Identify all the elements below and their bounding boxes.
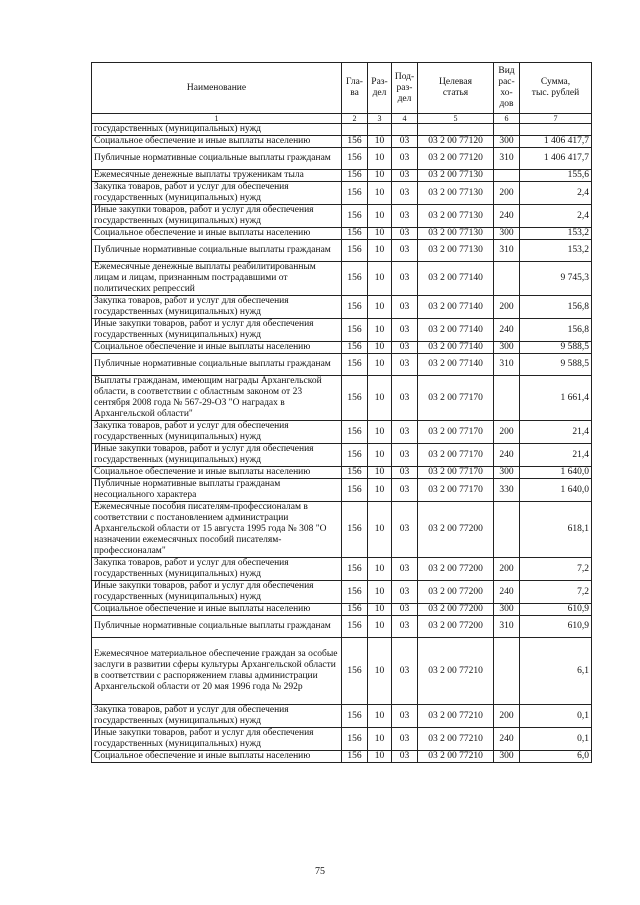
table-row bbox=[92, 296, 592, 319]
cell-summa: 6,1 bbox=[520, 638, 592, 705]
column-number-row bbox=[92, 114, 592, 124]
header-vid: Вид рас- хо- дов bbox=[494, 63, 520, 114]
cell-summa: 1 406 417,7 bbox=[520, 148, 592, 170]
cell-summa: 21,4 bbox=[520, 444, 592, 467]
cell-statya: 03 2 00 77140 bbox=[418, 354, 494, 376]
column-number: 2 bbox=[342, 114, 368, 124]
cell-podrazdel: 03 bbox=[392, 148, 418, 170]
cell-glava: 156 bbox=[342, 751, 368, 763]
cell-glava: 156 bbox=[342, 354, 368, 376]
cell-statya: 03 2 00 77140 bbox=[418, 319, 494, 342]
cell-razdel: 10 bbox=[368, 240, 392, 262]
cell-glava: 156 bbox=[342, 262, 368, 296]
cell-summa: 153,2 bbox=[520, 228, 592, 240]
cell-razdel: 10 bbox=[368, 376, 392, 421]
table-row bbox=[92, 148, 592, 170]
cell-statya: 03 2 00 77140 bbox=[418, 262, 494, 296]
cell-statya: 03 2 00 77210 bbox=[418, 728, 494, 751]
cell-name: Ежемесячное материальное обеспечение граждан за особые заслуги в развитии сферы культуры Архангельской области в соответствии с распоряжением главы администрации Архангельской области от 20 мая 1996 года № 292р bbox=[92, 638, 342, 705]
cell-razdel: 10 bbox=[368, 136, 392, 148]
cell-name: Закупка товаров, работ и услуг для обеспечения государственных (муниципальных) нужд bbox=[92, 296, 342, 319]
cell-vid: 300 bbox=[494, 228, 520, 240]
cell-podrazdel: 03 bbox=[392, 604, 418, 616]
table-row bbox=[92, 136, 592, 148]
cell-statya: 03 2 00 77210 bbox=[418, 751, 494, 763]
header-razdel: Раз- дел bbox=[368, 63, 392, 114]
cell-podrazdel: 03 bbox=[392, 421, 418, 444]
cell-statya: 03 2 00 77210 bbox=[418, 705, 494, 728]
cell-summa: 6,0 bbox=[520, 751, 592, 763]
table-row bbox=[92, 751, 592, 763]
cell-podrazdel: 03 bbox=[392, 638, 418, 705]
cell-razdel: 10 bbox=[368, 354, 392, 376]
cell-name: Закупка товаров, работ и услуг для обеспечения государственных (муниципальных) нужд bbox=[92, 182, 342, 205]
cell-razdel: 10 bbox=[368, 604, 392, 616]
cell-name: Социальное обеспечение и иные выплаты населению bbox=[92, 228, 342, 240]
cell-razdel: 10 bbox=[368, 170, 392, 182]
cell-razdel: 10 bbox=[368, 182, 392, 205]
header-statya: Целевая статья bbox=[418, 63, 494, 114]
cell-razdel: 10 bbox=[368, 479, 392, 502]
table-row bbox=[92, 421, 592, 444]
cell-statya: 03 2 00 77130 bbox=[418, 170, 494, 182]
cell-summa: 9 588,5 bbox=[520, 354, 592, 376]
cell-statya: 03 2 00 77130 bbox=[418, 240, 494, 262]
cell-glava: 156 bbox=[342, 638, 368, 705]
cell-name: Ежемесячные денежные выплаты труженикам тыла bbox=[92, 170, 342, 182]
cell-glava: 156 bbox=[342, 342, 368, 354]
cell-name: Публичные нормативные социальные выплаты гражданам bbox=[92, 354, 342, 376]
cell-summa: 156,8 bbox=[520, 296, 592, 319]
cell-razdel: 10 bbox=[368, 728, 392, 751]
cell-statya: 03 2 00 77200 bbox=[418, 616, 494, 638]
cell-glava: 156 bbox=[342, 148, 368, 170]
cell-statya: 03 2 00 77170 bbox=[418, 421, 494, 444]
cell-glava: 156 bbox=[342, 604, 368, 616]
cell-podrazdel: 03 bbox=[392, 240, 418, 262]
cell-vid: 300 bbox=[494, 751, 520, 763]
cell-summa: 610,9 bbox=[520, 616, 592, 638]
cell-vid: 200 bbox=[494, 558, 520, 581]
cell-podrazdel: 03 bbox=[392, 182, 418, 205]
cell-razdel: 10 bbox=[368, 444, 392, 467]
cell-summa: 2,4 bbox=[520, 205, 592, 228]
header-podrazdel: Под- раз- дел bbox=[392, 63, 418, 114]
cell-glava: 156 bbox=[342, 502, 368, 558]
cell-name: Ежемесячные денежные выплаты реабилитированным лицам и лицам, признанным пострадавшими от политических репрессий bbox=[92, 262, 342, 296]
cell-glava: 156 bbox=[342, 228, 368, 240]
cell-razdel: 10 bbox=[368, 705, 392, 728]
cell-glava: 156 bbox=[342, 240, 368, 262]
cell-vid: 240 bbox=[494, 581, 520, 604]
table-row bbox=[92, 354, 592, 376]
cell-summa: 618,1 bbox=[520, 502, 592, 558]
cell-podrazdel: 03 bbox=[392, 262, 418, 296]
cell-vid bbox=[494, 170, 520, 182]
cell-podrazdel: 03 bbox=[392, 376, 418, 421]
table-row bbox=[92, 124, 592, 136]
cell-statya: 03 2 00 77200 bbox=[418, 502, 494, 558]
cell-glava: 156 bbox=[342, 705, 368, 728]
cell-razdel: 10 bbox=[368, 638, 392, 705]
cell-statya: 03 2 00 77120 bbox=[418, 148, 494, 170]
cell-statya bbox=[418, 124, 494, 136]
cell-glava: 156 bbox=[342, 136, 368, 148]
table-row bbox=[92, 581, 592, 604]
cell-name: Социальное обеспечение и иные выплаты населению bbox=[92, 342, 342, 354]
cell-summa: 1 640,0 bbox=[520, 467, 592, 479]
cell-statya: 03 2 00 77170 bbox=[418, 444, 494, 467]
cell-razdel: 10 bbox=[368, 205, 392, 228]
table-row bbox=[92, 170, 592, 182]
cell-podrazdel: 03 bbox=[392, 479, 418, 502]
cell-statya: 03 2 00 77130 bbox=[418, 205, 494, 228]
cell-name: Иные закупки товаров, работ и услуг для обеспечения государственных (муниципальных) нужд bbox=[92, 728, 342, 751]
cell-podrazdel: 03 bbox=[392, 228, 418, 240]
column-number: 1 bbox=[92, 114, 342, 124]
cell-glava: 156 bbox=[342, 558, 368, 581]
cell-statya: 03 2 00 77200 bbox=[418, 558, 494, 581]
table-row bbox=[92, 604, 592, 616]
cell-vid: 310 bbox=[494, 240, 520, 262]
cell-podrazdel: 03 bbox=[392, 705, 418, 728]
cell-glava: 156 bbox=[342, 376, 368, 421]
cell-vid: 240 bbox=[494, 319, 520, 342]
table-row bbox=[92, 728, 592, 751]
table-row bbox=[92, 502, 592, 558]
cell-summa: 0,1 bbox=[520, 728, 592, 751]
table-row bbox=[92, 342, 592, 354]
table-header bbox=[92, 63, 592, 124]
cell-podrazdel: 03 bbox=[392, 728, 418, 751]
cell-vid: 300 bbox=[494, 604, 520, 616]
header-glava: Гла- ва bbox=[342, 63, 368, 114]
page-number: 75 bbox=[315, 866, 325, 877]
cell-statya: 03 2 00 77120 bbox=[418, 136, 494, 148]
cell-vid: 330 bbox=[494, 479, 520, 502]
column-number: 6 bbox=[494, 114, 520, 124]
cell-razdel: 10 bbox=[368, 751, 392, 763]
cell-statya: 03 2 00 77170 bbox=[418, 376, 494, 421]
cell-statya: 03 2 00 77170 bbox=[418, 467, 494, 479]
cell-name: Публичные нормативные социальные выплаты гражданам bbox=[92, 616, 342, 638]
cell-glava: 156 bbox=[342, 467, 368, 479]
cell-statya: 03 2 00 77140 bbox=[418, 342, 494, 354]
cell-name: Публичные нормативные социальные выплаты гражданам bbox=[92, 148, 342, 170]
cell-podrazdel: 03 bbox=[392, 354, 418, 376]
cell-glava: 156 bbox=[342, 616, 368, 638]
cell-statya: 03 2 00 77130 bbox=[418, 182, 494, 205]
cell-summa: 7,2 bbox=[520, 581, 592, 604]
cell-podrazdel: 03 bbox=[392, 558, 418, 581]
cell-summa: 9 745,3 bbox=[520, 262, 592, 296]
cell-glava: 156 bbox=[342, 319, 368, 342]
cell-razdel: 10 bbox=[368, 228, 392, 240]
table-body bbox=[92, 124, 592, 763]
cell-glava: 156 bbox=[342, 421, 368, 444]
cell-razdel: 10 bbox=[368, 319, 392, 342]
cell-glava: 156 bbox=[342, 296, 368, 319]
table-row bbox=[92, 205, 592, 228]
cell-name: Социальное обеспечение и иные выплаты населению bbox=[92, 467, 342, 479]
cell-razdel: 10 bbox=[368, 467, 392, 479]
table-row bbox=[92, 182, 592, 205]
cell-podrazdel: 03 bbox=[392, 581, 418, 604]
cell-summa: 21,4 bbox=[520, 421, 592, 444]
cell-vid: 240 bbox=[494, 444, 520, 467]
table-row bbox=[92, 319, 592, 342]
cell-razdel bbox=[368, 124, 392, 136]
table-row bbox=[92, 705, 592, 728]
cell-glava: 156 bbox=[342, 170, 368, 182]
cell-summa: 9 588,5 bbox=[520, 342, 592, 354]
cell-razdel: 10 bbox=[368, 558, 392, 581]
cell-name: Публичные нормативные социальные выплаты гражданам bbox=[92, 240, 342, 262]
cell-name: Иные закупки товаров, работ и услуг для обеспечения государственных (муниципальных) нужд bbox=[92, 319, 342, 342]
cell-razdel: 10 bbox=[368, 581, 392, 604]
column-number: 7 bbox=[520, 114, 592, 124]
cell-vid: 300 bbox=[494, 136, 520, 148]
cell-summa: 1 661,4 bbox=[520, 376, 592, 421]
cell-glava: 156 bbox=[342, 728, 368, 751]
cell-vid: 310 bbox=[494, 148, 520, 170]
table-row bbox=[92, 262, 592, 296]
cell-podrazdel: 03 bbox=[392, 342, 418, 354]
cell-statya: 03 2 00 77130 bbox=[418, 228, 494, 240]
cell-statya: 03 2 00 77170 bbox=[418, 479, 494, 502]
cell-glava bbox=[342, 124, 368, 136]
header-name: Наименование bbox=[92, 63, 342, 114]
cell-summa: 155,6 bbox=[520, 170, 592, 182]
cell-name: Социальное обеспечение и иные выплаты населению bbox=[92, 604, 342, 616]
table-row bbox=[92, 616, 592, 638]
table-row bbox=[92, 444, 592, 467]
cell-vid: 310 bbox=[494, 354, 520, 376]
table-row bbox=[92, 228, 592, 240]
cell-glava: 156 bbox=[342, 182, 368, 205]
table-row bbox=[92, 558, 592, 581]
cell-razdel: 10 bbox=[368, 421, 392, 444]
cell-statya: 03 2 00 77200 bbox=[418, 604, 494, 616]
cell-podrazdel: 03 bbox=[392, 319, 418, 342]
cell-podrazdel: 03 bbox=[392, 616, 418, 638]
cell-razdel: 10 bbox=[368, 342, 392, 354]
cell-summa: 0,1 bbox=[520, 705, 592, 728]
cell-name: Закупка товаров, работ и услуг для обеспечения государственных (муниципальных) нужд bbox=[92, 558, 342, 581]
cell-name: Закупка товаров, работ и услуг для обеспечения государственных (муниципальных) нужд bbox=[92, 421, 342, 444]
cell-razdel: 10 bbox=[368, 616, 392, 638]
cell-glava: 156 bbox=[342, 581, 368, 604]
cell-summa: 153,2 bbox=[520, 240, 592, 262]
cell-summa: 1 640,0 bbox=[520, 479, 592, 502]
cell-vid: 200 bbox=[494, 421, 520, 444]
cell-summa: 7,2 bbox=[520, 558, 592, 581]
column-number: 5 bbox=[418, 114, 494, 124]
cell-summa: 156,8 bbox=[520, 319, 592, 342]
cell-podrazdel: 03 bbox=[392, 136, 418, 148]
table-row bbox=[92, 479, 592, 502]
table-row bbox=[92, 376, 592, 421]
cell-name: Публичные нормативные выплаты гражданам несоциального характера bbox=[92, 479, 342, 502]
cell-name: Иные закупки товаров, работ и услуг для обеспечения государственных (муниципальных) нужд bbox=[92, 581, 342, 604]
table-row bbox=[92, 638, 592, 705]
cell-summa: 1 406 417,7 bbox=[520, 136, 592, 148]
cell-razdel: 10 bbox=[368, 296, 392, 319]
cell-podrazdel: 03 bbox=[392, 170, 418, 182]
cell-podrazdel bbox=[392, 124, 418, 136]
cell-vid: 200 bbox=[494, 705, 520, 728]
cell-vid: 310 bbox=[494, 616, 520, 638]
cell-razdel: 10 bbox=[368, 262, 392, 296]
budget-table bbox=[91, 62, 592, 763]
cell-glava: 156 bbox=[342, 479, 368, 502]
cell-vid: 300 bbox=[494, 467, 520, 479]
cell-name: Иные закупки товаров, работ и услуг для обеспечения государственных (муниципальных) нужд bbox=[92, 205, 342, 228]
cell-podrazdel: 03 bbox=[392, 444, 418, 467]
cell-summa: 2,4 bbox=[520, 182, 592, 205]
cell-vid bbox=[494, 124, 520, 136]
cell-name: Закупка товаров, работ и услуг для обеспечения государственных (муниципальных) нужд bbox=[92, 705, 342, 728]
cell-vid: 300 bbox=[494, 342, 520, 354]
cell-vid bbox=[494, 376, 520, 421]
cell-podrazdel: 03 bbox=[392, 751, 418, 763]
cell-vid: 240 bbox=[494, 205, 520, 228]
cell-podrazdel: 03 bbox=[392, 296, 418, 319]
cell-summa: 610,9 bbox=[520, 604, 592, 616]
cell-podrazdel: 03 bbox=[392, 502, 418, 558]
column-number: 4 bbox=[392, 114, 418, 124]
cell-vid: 200 bbox=[494, 296, 520, 319]
cell-vid: 240 bbox=[494, 728, 520, 751]
cell-summa bbox=[520, 124, 592, 136]
cell-name: Социальное обеспечение и иные выплаты населению bbox=[92, 136, 342, 148]
cell-statya: 03 2 00 77140 bbox=[418, 296, 494, 319]
cell-glava: 156 bbox=[342, 205, 368, 228]
cell-razdel: 10 bbox=[368, 148, 392, 170]
cell-name: Иные закупки товаров, работ и услуг для обеспечения государственных (муниципальных) нужд bbox=[92, 444, 342, 467]
cell-razdel: 10 bbox=[368, 502, 392, 558]
cell-name: государственных (муниципальных) нужд bbox=[92, 124, 342, 136]
cell-name: Социальное обеспечение и иные выплаты населению bbox=[92, 751, 342, 763]
cell-podrazdel: 03 bbox=[392, 467, 418, 479]
cell-glava: 156 bbox=[342, 444, 368, 467]
cell-vid bbox=[494, 262, 520, 296]
cell-podrazdel: 03 bbox=[392, 205, 418, 228]
table-row bbox=[92, 467, 592, 479]
cell-name: Выплаты гражданам, имеющим награды Архангельской области, в соответствии с областным законом от 23 сентября 2008 года № 567-29-ОЗ "О наградах в Архангельской области" bbox=[92, 376, 342, 421]
header-summa: Сумма, тыс. рублей bbox=[520, 63, 592, 114]
cell-vid bbox=[494, 502, 520, 558]
cell-vid: 200 bbox=[494, 182, 520, 205]
cell-statya: 03 2 00 77210 bbox=[418, 638, 494, 705]
cell-vid bbox=[494, 638, 520, 705]
table-row bbox=[92, 240, 592, 262]
cell-name: Ежемесячные пособия писателям-профессионалам в соответствии с постановлением администрации Архангельской области от 15 августа 1995 года № 308 "О назначении ежемесячных пособий писателям-профессионалам" bbox=[92, 502, 342, 558]
column-number: 3 bbox=[368, 114, 392, 124]
cell-statya: 03 2 00 77200 bbox=[418, 581, 494, 604]
